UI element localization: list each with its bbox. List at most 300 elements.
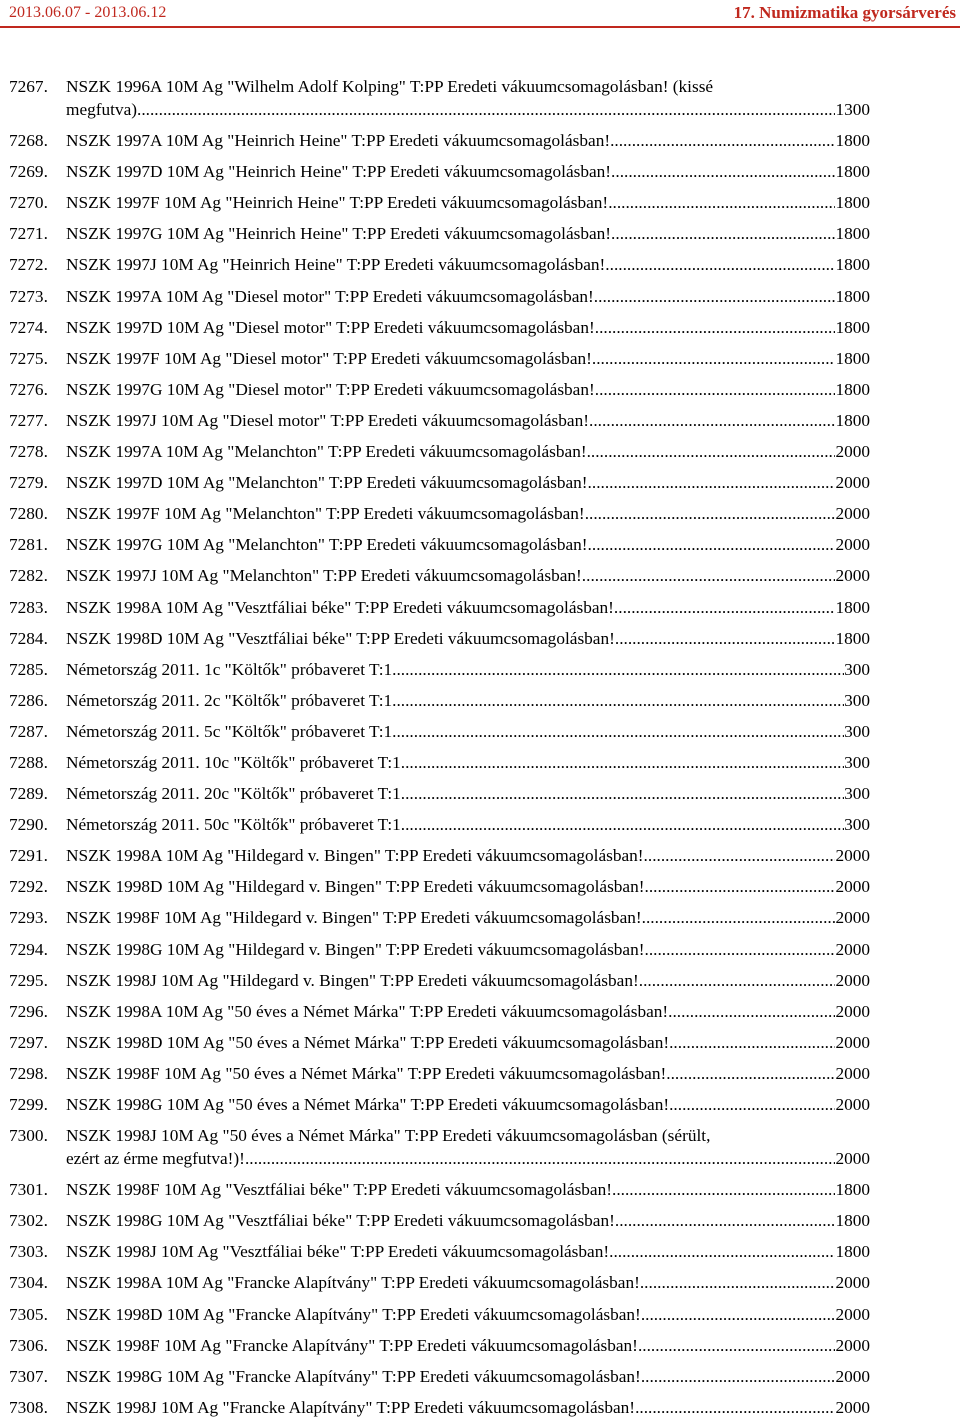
description-line: [66, 160, 870, 183]
lot-number: 7303.: [9, 1242, 48, 1262]
description-text: NSZK 1998G 10M Ag "Hildegard v. Bingen" T:PP Eredeti vákuumcsomagolásban!: [66, 939, 645, 959]
lot-description: [66, 875, 870, 898]
lot-item: [0, 844, 960, 867]
lot-price: 2000: [835, 1397, 870, 1417]
lot-item: [0, 1031, 960, 1054]
lot-price: 2000: [835, 504, 870, 524]
description-text: NSZK 1997D 10M Ag "Heinrich Heine" T:PP Eredeti vákuumcsomagolásban!: [66, 162, 612, 182]
description-text: megfutva): [66, 100, 138, 119]
lot-description: [66, 1334, 870, 1357]
lot-number: 7287.: [9, 721, 48, 741]
lot-description: [66, 1271, 870, 1294]
lot-number: 7306.: [9, 1335, 48, 1355]
lot-number: 7293.: [9, 908, 48, 928]
dot-leader: [585, 502, 836, 525]
page-header: [0, 0, 960, 28]
description-line: [66, 1000, 870, 1023]
lot-item: [0, 969, 960, 992]
description-line: [66, 1124, 870, 1147]
lot-price: 1800: [835, 193, 870, 213]
lot-number: 7289.: [9, 784, 48, 804]
lot-description: [66, 440, 870, 463]
lot-price: 2000: [835, 970, 870, 990]
dot-leader: [612, 1178, 835, 1201]
description-line: [66, 1334, 870, 1357]
description-text: NSZK 1997J 10M Ag "Diesel motor" T:PP Eredeti vákuumcsomagolásban!: [66, 410, 589, 430]
lot-item: [0, 533, 960, 556]
auction-dates: 2013.06.07 - 2013.06.12: [9, 4, 167, 21]
lot-price: 1800: [835, 597, 870, 617]
lot-description: [66, 1062, 870, 1085]
description-text: Németország 2011. 20c "Költők" próbaveret T:1: [66, 784, 401, 804]
description-line: [66, 502, 870, 525]
lot-description: [66, 658, 870, 681]
description-text: NSZK 1998F 10M Ag "50 éves a Német Márka" T:PP Eredeti vákuumcsomagolásban!: [66, 1063, 667, 1083]
lot-description: [66, 347, 870, 370]
description-line: [66, 564, 870, 587]
lot-number: 7270.: [9, 193, 48, 213]
lot-item: [0, 409, 960, 432]
lot-price: 2000: [835, 473, 870, 493]
lot-description: [66, 160, 870, 183]
lot-price: 1800: [835, 224, 870, 244]
lot-price: 2000: [835, 846, 870, 866]
description-line: [66, 471, 870, 494]
dot-leader: [642, 906, 836, 929]
description-text: NSZK 1997A 10M Ag "Diesel motor" T:PP Eredeti vákuumcsomagolásban!: [66, 286, 594, 306]
lot-price: 2000: [835, 939, 870, 959]
lot-price: 2000: [835, 535, 870, 555]
description-line: [66, 844, 870, 867]
description-line: [66, 969, 870, 992]
dot-leader: [588, 471, 836, 494]
lot-number: 7300.: [9, 1126, 48, 1146]
description-line: [66, 191, 870, 214]
lot-number: 7280.: [9, 504, 48, 524]
lot-price: 1800: [835, 131, 870, 151]
lot-number: 7290.: [9, 815, 48, 835]
description-text: NSZK 1998J 10M Ag "Francke Alapítvány" T:PP Eredeti vákuumcsomagolásban!: [66, 1397, 636, 1417]
lot-item: [0, 160, 960, 183]
lot-item: [0, 502, 960, 525]
description-line: [66, 1209, 870, 1232]
lot-price: 2000: [835, 877, 870, 897]
dot-leader: [608, 191, 835, 214]
lot-description: [66, 285, 870, 308]
description-line: [66, 1178, 870, 1201]
lot-number: 7296.: [9, 1001, 48, 1021]
lot-price: 1800: [835, 317, 870, 337]
lot-item: [0, 751, 960, 774]
dot-leader: [401, 751, 844, 774]
dot-leader: [611, 160, 835, 183]
lot-item: [0, 1093, 960, 1116]
description-line: [66, 720, 870, 743]
lot-number: 7268.: [9, 131, 48, 151]
lot-number: 7274.: [9, 317, 48, 337]
lot-number: 7302.: [9, 1211, 48, 1231]
description-line: [66, 658, 870, 681]
description-text: NSZK 1997F 10M Ag "Heinrich Heine" T:PP Eredeti vákuumcsomagolásban!: [66, 193, 609, 213]
dot-leader: [666, 1062, 835, 1085]
lot-description: [66, 1093, 870, 1116]
lot-number: 7275.: [9, 348, 48, 368]
dot-leader: [392, 720, 844, 743]
description-line: [66, 1093, 870, 1116]
description-line: [66, 98, 870, 121]
description-text: NSZK 1997J 10M Ag "Melanchton" T:PP Eredeti vákuumcsomagolásban!: [66, 566, 582, 586]
lot-price: 2000: [835, 908, 870, 928]
lot-number: 7292.: [9, 877, 48, 897]
lot-item: [0, 1365, 960, 1388]
lot-number: 7284.: [9, 628, 48, 648]
description-text: NSZK 1998F 10M Ag "Vesztfáliai béke" T:PP Eredeti vákuumcsomagolásban!: [66, 1180, 613, 1200]
lot-price: 1800: [835, 286, 870, 306]
description-line: [66, 1240, 870, 1263]
lot-item: [0, 129, 960, 152]
lot-description: [66, 1240, 870, 1263]
lot-description: [66, 502, 870, 525]
description-text: NSZK 1998A 10M Ag "Vesztfáliai béke" T:PP Eredeti vákuumcsomagolásban!: [66, 597, 614, 617]
lot-list: [0, 75, 960, 1427]
lot-number: 7304.: [9, 1273, 48, 1293]
description-text: NSZK 1998A 10M Ag "Hildegard v. Bingen" T:PP Eredeti vákuumcsomagolásban!: [66, 846, 644, 866]
description-line: [66, 938, 870, 961]
lot-description: [66, 689, 870, 712]
lot-item: [0, 938, 960, 961]
lot-price: 1800: [835, 1211, 870, 1231]
lot-item: [0, 1240, 960, 1263]
description-text: NSZK 1998D 10M Ag "50 éves a Német Márka" T:PP Eredeti vákuumcsomagolásban!: [66, 1032, 670, 1052]
dot-leader: [640, 1271, 836, 1294]
lot-price: 1300: [835, 100, 870, 119]
lot-description: [66, 1031, 870, 1054]
lot-description: [66, 1209, 870, 1232]
lot-description: [66, 222, 870, 245]
lot-price: 1800: [835, 162, 870, 182]
lot-item: [0, 1000, 960, 1023]
lot-description: [66, 751, 870, 774]
description-text: NSZK 1996A 10M Ag "Wilhelm Adolf Kolping" T:PP Eredeti vákuumcsomagolásban! (kissé: [66, 77, 714, 96]
auction-title: 17. Numizmatika gyorsárverés: [733, 3, 956, 22]
dot-leader: [615, 1209, 836, 1232]
lot-item: [0, 1124, 960, 1170]
dot-leader: [615, 627, 836, 650]
lot-description: [66, 1178, 870, 1201]
description-text: NSZK 1998D 10M Ag "Francke Alapítvány" T:PP Eredeti vákuumcsomagolásban!: [66, 1304, 641, 1324]
description-line: [66, 751, 870, 774]
description-text: NSZK 1998F 10M Ag "Hildegard v. Bingen" T:PP Eredeti vákuumcsomagolásban!: [66, 908, 642, 928]
lot-number: 7307.: [9, 1366, 48, 1386]
lot-item: [0, 627, 960, 650]
description-text: NSZK 1998D 10M Ag "Hildegard v. Bingen" T:PP Eredeti vákuumcsomagolásban!: [66, 877, 645, 897]
lot-description: [66, 191, 870, 214]
lot-number: 7298.: [9, 1063, 48, 1083]
lot-item: [0, 1271, 960, 1294]
description-line: [66, 75, 870, 98]
description-line: [66, 1271, 870, 1294]
lot-item: [0, 440, 960, 463]
description-text: NSZK 1998D 10M Ag "Vesztfáliai béke" T:PP Eredeti vákuumcsomagolásban!: [66, 628, 615, 648]
lot-item: [0, 1209, 960, 1232]
description-text: Németország 2011. 5c "Költők" próbaveret T:1: [66, 721, 393, 741]
description-text: NSZK 1997G 10M Ag "Diesel motor" T:PP Eredeti vákuumcsomagolásban!: [66, 379, 595, 399]
lot-number: 7286.: [9, 690, 48, 710]
lot-item: [0, 253, 960, 276]
description-line: [66, 1396, 870, 1419]
dot-leader: [588, 533, 836, 556]
description-line: [66, 347, 870, 370]
lot-item: [0, 1396, 960, 1419]
lot-price: 300: [844, 784, 870, 804]
description-line: [66, 875, 870, 898]
lot-number: 7282.: [9, 566, 48, 586]
dot-leader: [592, 347, 836, 370]
description-text: NSZK 1998A 10M Ag "50 éves a Német Márka" T:PP Eredeti vákuumcsomagolásban!: [66, 1001, 669, 1021]
lot-number: 7291.: [9, 846, 48, 866]
description-line: [66, 1062, 870, 1085]
lot-number: 7278.: [9, 442, 48, 462]
dot-leader: [639, 969, 836, 992]
description-text: Németország 2011. 1c "Költők" próbaveret T:1: [66, 659, 393, 679]
lot-item: [0, 720, 960, 743]
description-text: Németország 2011. 10c "Költők" próbaveret T:1: [66, 752, 401, 772]
lot-item: [0, 875, 960, 898]
description-text: NSZK 1997J 10M Ag "Heinrich Heine" T:PP Eredeti vákuumcsomagolásban!: [66, 255, 606, 275]
lot-description: [66, 938, 870, 961]
description-text: NSZK 1998F 10M Ag "Francke Alapítvány" T:PP Eredeti vákuumcsomagolásban!: [66, 1335, 638, 1355]
dot-leader: [669, 1031, 835, 1054]
lot-number: 7305.: [9, 1304, 48, 1324]
description-text: NSZK 1998G 10M Ag "Francke Alapítvány" T:PP Eredeti vákuumcsomagolásban!: [66, 1366, 641, 1386]
dot-leader: [582, 564, 836, 587]
lot-description: [66, 378, 870, 401]
lot-item: [0, 658, 960, 681]
dot-leader: [401, 813, 844, 836]
description-line: [66, 285, 870, 308]
lot-description: [66, 1396, 870, 1419]
description-text: NSZK 1997G 10M Ag "Heinrich Heine" T:PP Eredeti vákuumcsomagolásban!: [66, 224, 612, 244]
description-text: NSZK 1998J 10M Ag "Hildegard v. Bingen" T:PP Eredeti vákuumcsomagolásban!: [66, 970, 639, 990]
description-text: NSZK 1997F 10M Ag "Melanchton" T:PP Eredeti vákuumcsomagolásban!: [66, 504, 585, 524]
description-line: [66, 813, 870, 836]
lot-description: [66, 1124, 870, 1170]
dot-leader: [614, 596, 836, 619]
lot-item: [0, 75, 960, 121]
lot-item: [0, 906, 960, 929]
description-text: NSZK 1997F 10M Ag "Diesel motor" T:PP Eredeti vákuumcsomagolásban!: [66, 348, 592, 368]
description-text: NSZK 1997A 10M Ag "Heinrich Heine" T:PP Eredeti vákuumcsomagolásban!: [66, 131, 611, 151]
lot-item: [0, 1334, 960, 1357]
description-line: [66, 782, 870, 805]
lot-description: [66, 627, 870, 650]
dot-leader: [245, 1147, 836, 1170]
lot-price: 2000: [835, 1001, 870, 1021]
dot-leader: [605, 253, 835, 276]
dot-leader: [392, 689, 844, 712]
lot-number: 7283.: [9, 597, 48, 617]
description-line: [66, 533, 870, 556]
lot-number: 7271.: [9, 224, 48, 244]
lot-item: [0, 471, 960, 494]
lot-item: [0, 347, 960, 370]
lot-description: [66, 969, 870, 992]
dot-leader: [641, 1303, 836, 1326]
lot-price: 300: [844, 690, 870, 710]
lot-item: [0, 1178, 960, 1201]
lot-number: 7297.: [9, 1032, 48, 1052]
dot-leader: [644, 844, 836, 867]
description-line: [66, 222, 870, 245]
description-line: [66, 1031, 870, 1054]
lot-price: 1800: [835, 410, 870, 430]
lot-price: 2000: [835, 1063, 870, 1083]
description-line: [66, 409, 870, 432]
lot-item: [0, 1303, 960, 1326]
lot-price: 1800: [835, 255, 870, 275]
dot-leader: [594, 285, 836, 308]
lot-item: [0, 813, 960, 836]
description-line: [66, 378, 870, 401]
lot-description: [66, 1000, 870, 1023]
dot-leader: [137, 98, 835, 121]
description-text: ezért az érme megfutva!)!: [66, 1149, 245, 1169]
description-line: [66, 316, 870, 339]
lot-number: 7277.: [9, 410, 48, 430]
lot-description: [66, 1365, 870, 1388]
description-text: NSZK 1997A 10M Ag "Melanchton" T:PP Eredeti vákuumcsomagolásban!: [66, 442, 587, 462]
lot-number: 7267.: [9, 77, 48, 96]
dot-leader: [587, 440, 836, 463]
lot-price: 2000: [835, 1304, 870, 1324]
lot-price: 2000: [835, 566, 870, 586]
description-line: [66, 1147, 870, 1170]
lot-number: 7295.: [9, 970, 48, 990]
description-line: [66, 129, 870, 152]
description-line: [66, 689, 870, 712]
lot-description: [66, 813, 870, 836]
dot-leader: [669, 1093, 835, 1116]
dot-leader: [611, 222, 835, 245]
lot-description: [66, 533, 870, 556]
dot-leader: [595, 316, 836, 339]
description-text: NSZK 1998J 10M Ag "50 éves a Német Márka" T:PP Eredeti vákuumcsomagolásban (sérült,: [66, 1126, 711, 1146]
description-line: [66, 596, 870, 619]
lot-item: [0, 1062, 960, 1085]
lot-item: [0, 378, 960, 401]
lot-number: 7299.: [9, 1095, 48, 1114]
dot-leader: [635, 1396, 835, 1419]
lot-description: [66, 253, 870, 276]
dot-leader: [589, 409, 835, 432]
lot-price: 300: [844, 815, 870, 835]
lot-item: [0, 222, 960, 245]
lot-price: 2000: [835, 1095, 870, 1114]
lot-number: 7285.: [9, 659, 48, 679]
lot-description: [66, 782, 870, 805]
lot-item: [0, 782, 960, 805]
description-text: NSZK 1998J 10M Ag "Vesztfáliai béke" T:PP Eredeti vákuumcsomagolásban!: [66, 1242, 610, 1262]
description-line: [66, 1303, 870, 1326]
lot-description: [66, 129, 870, 152]
lot-price: 1800: [835, 1180, 870, 1200]
lot-item: [0, 689, 960, 712]
lot-price: 2000: [835, 1335, 870, 1355]
lot-price: 2000: [835, 1032, 870, 1052]
lot-number: 7276.: [9, 379, 48, 399]
lot-number: 7308.: [9, 1397, 48, 1417]
description-text: Németország 2011. 50c "Költők" próbaveret T:1: [66, 815, 401, 835]
lot-number: 7294.: [9, 939, 48, 959]
lot-description: [66, 844, 870, 867]
lot-price: 1800: [835, 379, 870, 399]
dot-leader: [645, 938, 836, 961]
lot-price: 300: [844, 659, 870, 679]
description-text: NSZK 1997G 10M Ag "Melanchton" T:PP Eredeti vákuumcsomagolásban!: [66, 535, 588, 555]
lot-number: 7269.: [9, 162, 48, 182]
dot-leader: [392, 658, 844, 681]
lot-price: 2000: [835, 1366, 870, 1386]
description-line: [66, 906, 870, 929]
lot-price: 1800: [835, 1242, 870, 1262]
description-line: [66, 253, 870, 276]
dot-leader: [638, 1334, 835, 1357]
lot-number: 7281.: [9, 535, 48, 555]
description-line: [66, 440, 870, 463]
lot-item: [0, 564, 960, 587]
description-text: NSZK 1998G 10M Ag "50 éves a Német Márka" T:PP Eredeti vákuumcsomagolásban!: [66, 1095, 670, 1114]
lot-description: [66, 409, 870, 432]
lot-item: [0, 191, 960, 214]
description-text: NSZK 1998G 10M Ag "Vesztfáliai béke" T:PP Eredeti vákuumcsomagolásban!: [66, 1211, 615, 1231]
lot-description: [66, 596, 870, 619]
lot-description: [66, 1303, 870, 1326]
lot-number: 7272.: [9, 255, 48, 275]
lot-description: [66, 316, 870, 339]
lot-description: [66, 564, 870, 587]
lot-item: [0, 316, 960, 339]
lot-price: 300: [844, 721, 870, 741]
description-line: [66, 627, 870, 650]
lot-description: [66, 75, 870, 121]
lot-item: [0, 285, 960, 308]
dot-leader: [645, 875, 836, 898]
description-text: NSZK 1998A 10M Ag "Francke Alapítvány" T:PP Eredeti vákuumcsomagolásban!: [66, 1273, 640, 1293]
lot-description: [66, 471, 870, 494]
header-divider: [0, 26, 960, 28]
lot-number: 7288.: [9, 752, 48, 772]
description-line: [66, 1365, 870, 1388]
dot-leader: [610, 129, 835, 152]
dot-leader: [595, 378, 836, 401]
description-text: Németország 2011. 2c "Költők" próbaveret T:1: [66, 690, 393, 710]
dot-leader: [641, 1365, 836, 1388]
dot-leader: [609, 1240, 835, 1263]
lot-price: 2000: [835, 1149, 870, 1169]
lot-item: [0, 596, 960, 619]
lot-price: 300: [844, 752, 870, 772]
dot-leader: [401, 782, 844, 805]
dot-leader: [668, 1000, 835, 1023]
lot-number: 7273.: [9, 286, 48, 306]
lot-number: 7279.: [9, 473, 48, 493]
description-text: NSZK 1997D 10M Ag "Diesel motor" T:PP Eredeti vákuumcsomagolásban!: [66, 317, 595, 337]
description-text: NSZK 1997D 10M Ag "Melanchton" T:PP Eredeti vákuumcsomagolásban!: [66, 473, 588, 493]
lot-price: 2000: [835, 1273, 870, 1293]
lot-description: [66, 906, 870, 929]
lot-price: 1800: [835, 628, 870, 648]
lot-price: 1800: [835, 348, 870, 368]
